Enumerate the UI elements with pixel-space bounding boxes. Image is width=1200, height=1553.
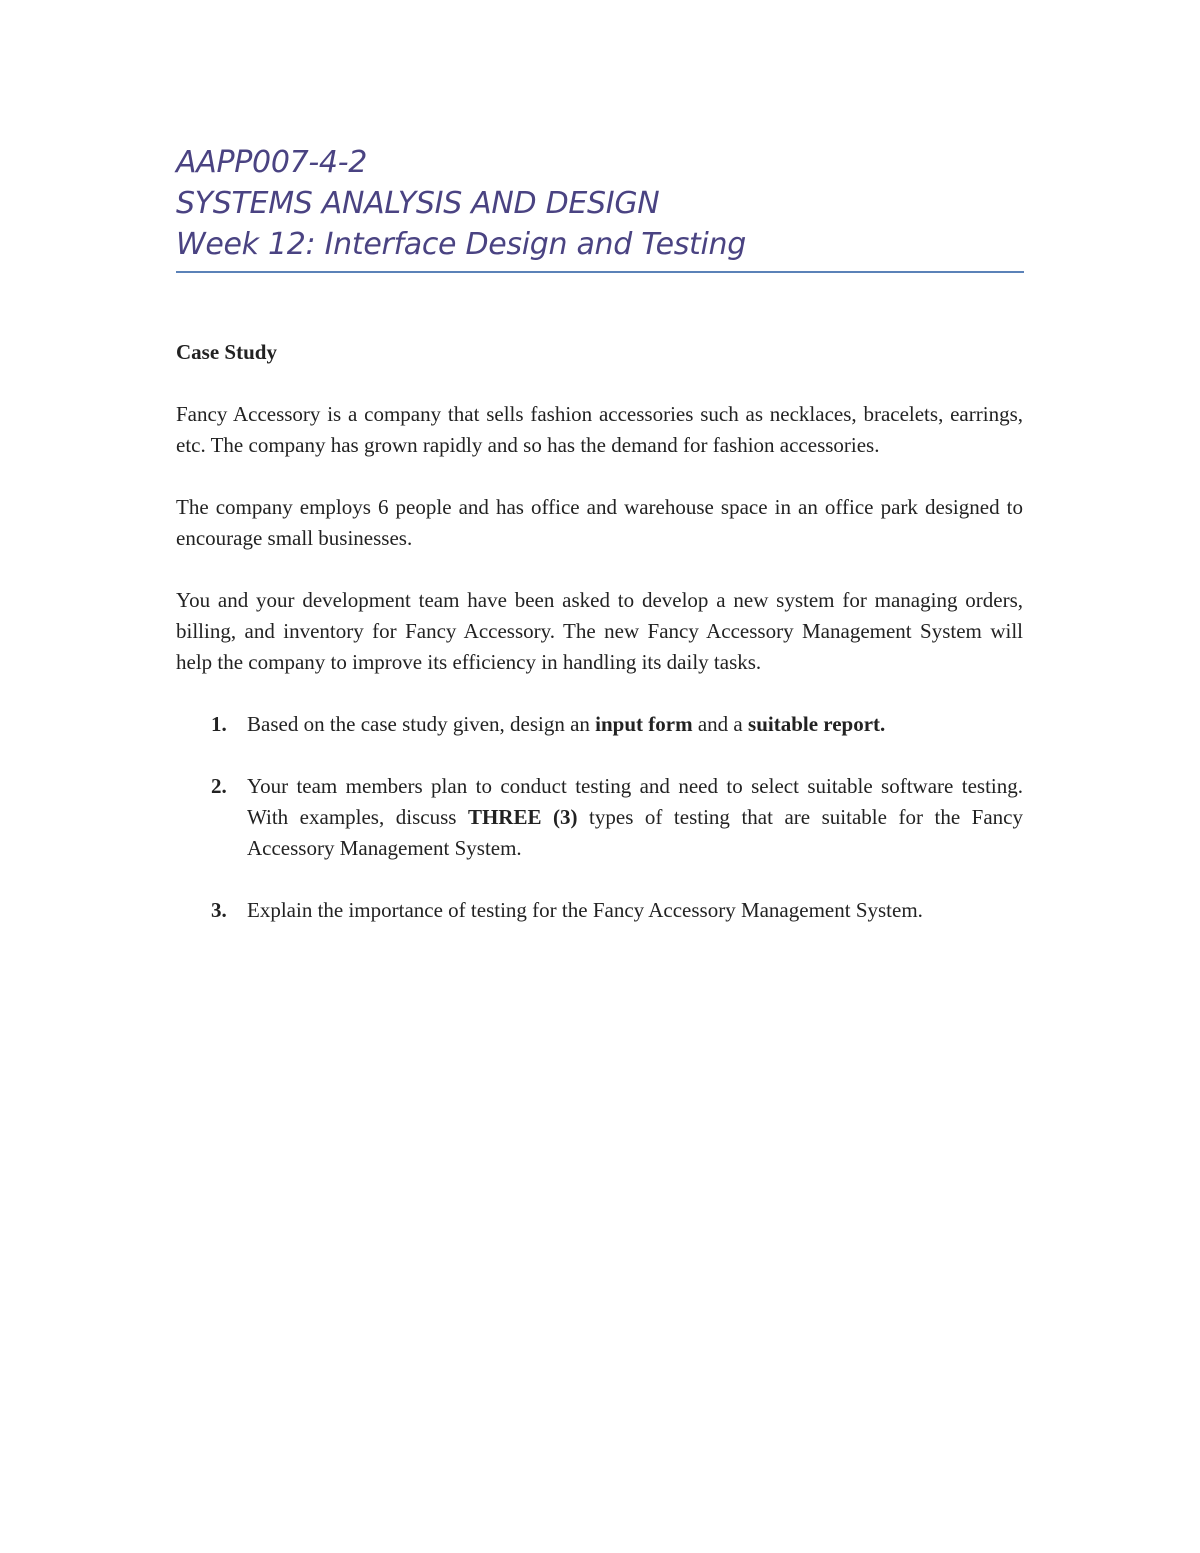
- title-underline: [176, 271, 1024, 273]
- question-emphasis: input form: [595, 712, 693, 736]
- question-text: types of testing that are suitable for the Fancy Accessory Management System.: [247, 805, 1023, 860]
- case-study-paragraph: Fancy Accessory is a company that sells fashion accessories such as necklaces, bracelets, earrings, etc. The company has grown rapidly and so has the demand for fashion accessories.: [176, 402, 1023, 457]
- question-item: [176, 895, 1023, 926]
- case-study-paragraph: The company employs 6 people and has office and warehouse space in an office park designed to encourage small businesses.: [176, 495, 1023, 550]
- question-item: [176, 771, 1023, 864]
- question-item: [176, 709, 1023, 740]
- document-title-block: [176, 142, 1024, 265]
- course-title: SYSTEMS ANALYSIS AND DESIGN: [176, 186, 660, 221]
- week-title: Week 12: Interface Design and Testing: [176, 227, 747, 262]
- case-study-heading: Case Study: [176, 340, 277, 364]
- question-text: Based on the case study given, design an: [247, 712, 596, 736]
- question-emphasis: THREE (3): [467, 805, 578, 829]
- question-number: 3.: [211, 898, 227, 922]
- case-study-paragraph: You and your development team have been asked to develop a new system for managing orders, billing, and inventory for Fancy Accessory. The new Fancy Accessory Management System will help the company to improve its efficiency in handling its daily tasks.: [176, 588, 1023, 674]
- question-text: and a: [692, 712, 749, 736]
- question-number: 1.: [211, 712, 227, 736]
- question-number: 2.: [211, 774, 227, 798]
- question-list: [176, 709, 1023, 926]
- document-body: [176, 337, 1023, 957]
- question-emphasis: suitable report.: [748, 712, 886, 736]
- course-code: AAPP007-4-2: [176, 145, 368, 180]
- question-text: Your team members plan to conduct testing and need to select suitable software testing. With examples, discuss: [247, 774, 1023, 829]
- question-text: Explain the importance of testing for the Fancy Accessory Management System.: [247, 898, 923, 922]
